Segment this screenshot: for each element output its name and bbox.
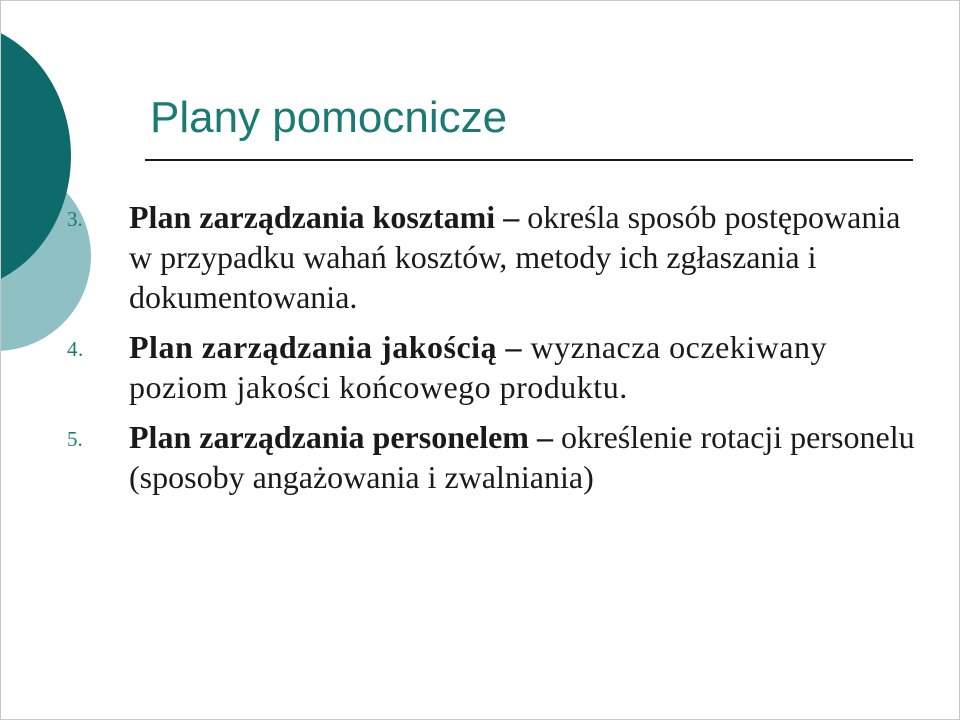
list-item-text: określa sposób postępowania w przypadku wahań kosztów, metody ich zgłaszania i dokumentowania.: [129, 199, 901, 315]
list-item-dash: –: [497, 329, 531, 365]
list-item-dash: –: [495, 199, 528, 235]
numbered-list: [61, 197, 921, 507]
list-item: [61, 417, 921, 497]
list-item-text: określenie rotacji personelu (sposoby angażowania i zwalniania): [129, 419, 915, 495]
list-item-number: 5.: [67, 427, 83, 451]
list-item-number: 3.: [67, 207, 83, 231]
list-item-text: wyznacza oczekiwany poziom jakości końcowego produktu.: [129, 329, 827, 405]
slide-title: Plany pomocnicze: [150, 93, 508, 142]
list-item-term: Plan zarządzania personelem: [129, 419, 529, 455]
title-divider: [145, 159, 913, 161]
list-item: [61, 197, 921, 317]
list-item-number: 4.: [67, 337, 84, 361]
list-item-term: Plan zarządzania kosztami: [129, 199, 496, 235]
list-item: [61, 327, 921, 407]
list-item-dash: –: [528, 419, 561, 455]
list-item-term: Plan zarządzania jakością: [129, 329, 498, 365]
